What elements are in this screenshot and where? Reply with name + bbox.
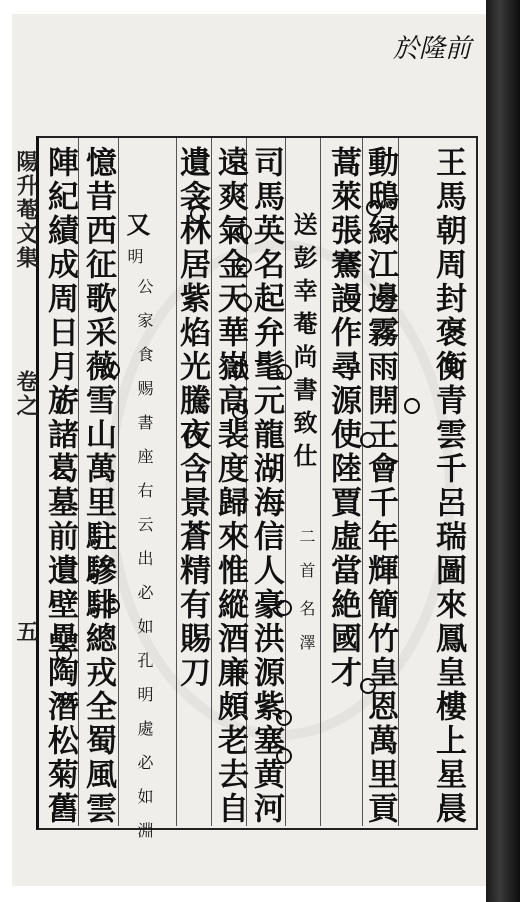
text-column-1: 王馬朝周封褒衡青雲千呂瑞圖來鳳皇樓上星晨 [430,146,466,826]
punctuation-circle [404,398,420,414]
gutter-volume: 卷之 [13,370,39,418]
text-column-3: 蒿萊張騫謾作尋源使陸賈虛當絶國才 [325,146,361,690]
second-poem-title: 又 [122,212,151,245]
column-rule [78,138,79,826]
punctuation-circle [276,364,292,380]
punctuation-circle [276,600,292,616]
column-rule [398,138,399,826]
punctuation-circle [276,710,292,726]
text-column-5: 司馬英名起弁髦元龍湖海信人豪洪源紫塞黄河 [248,146,284,826]
scan-top-margin [0,0,520,14]
gutter-page-number: 五 [13,620,39,644]
text-column-2: 動鴟緑江邊霧雨開王會千年輝簡竹皇恩萬里貢 [362,146,398,826]
scan-left-margin [0,0,12,902]
second-poem-note: 公家食赐書座右云出必如孔明處必如淵 [135,278,154,856]
punctuation-circle [446,358,462,374]
column-rule [118,138,119,826]
punctuation-circle [236,294,252,310]
punctuation-circle [360,432,376,448]
text-column-7: 遺衾林居紫焰光騰夜含景蒼精有賜刀 [174,146,210,690]
margin-annotation: 於隆前 [393,34,472,64]
punctuation-circle [104,598,120,614]
second-poem-marker: 明 [125,248,144,282]
punctuation-circle [360,678,376,694]
punctuation-circle [232,362,248,378]
punctuation-circle [236,258,252,274]
text-column-9: 憶昔西征歌采薇雪山萬里駐驂騑總戎全蜀風雲 [80,146,116,826]
punctuation-circle [190,206,206,222]
author-name-note: 名澤 [297,600,316,668]
gutter-book-title: 陽升菴文集 [13,150,39,270]
scan-bottom-margin [0,886,520,902]
punctuation-circle [104,362,120,378]
poem-title-note: 二首 [297,528,316,596]
punctuation-circle [56,646,72,662]
punctuation-circle [276,748,292,764]
column-rule [320,138,321,826]
punctuation-circle [236,224,252,240]
text-column-10: 陣紀績成周日月旂諸葛墓前遺壁壘陶潛松菊舊 [42,146,78,826]
book-spine-shadow [486,0,520,902]
punctuation-circle [184,430,200,446]
poem-title: 送彭幸菴尚書致仕 [289,212,318,476]
text-column-6: 遠爽氣金天華嶽高裴度歸來惟縱酒廉頗老去自 [212,146,248,826]
punctuation-circle [232,404,248,420]
punctuation-circle [56,398,72,414]
punctuation-circle [366,200,382,216]
